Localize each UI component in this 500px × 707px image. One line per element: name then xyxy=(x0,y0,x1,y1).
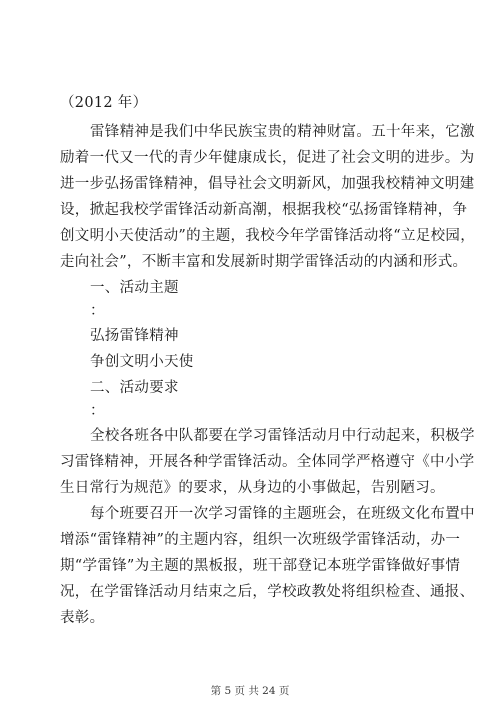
paragraph-line: 创文明小天使活动”的主题，我校今年学雷锋活动将“立足校园， xyxy=(60,228,476,244)
paragraph-line: 走向社会”，不断丰富和发展新时期学雷锋活动的内涵和形式。 xyxy=(60,254,468,270)
paragraph-line: 生日常行为规范》的要求，从身边的小事做起，告别陋习。 xyxy=(60,480,445,496)
paragraph-line: 励着一代又一代的青少年健康成长，促进了社会文明的进步。为 xyxy=(60,150,475,166)
section-heading: 一、活动主题 xyxy=(90,280,179,296)
paragraph-line: 全校各班各中队都要在学习雷锋活动月中行动起来，积极学 xyxy=(90,428,475,444)
section-heading: 二、活动要求 xyxy=(90,380,179,396)
paragraph-line: 增添“雷锋精神”的主题内容，组织一次班级学雷锋活动，办一 xyxy=(60,532,461,548)
paragraph-line: 进一步弘扬雷锋精神，倡导社会文明新风，加强我校精神文明建 xyxy=(60,176,475,192)
paragraph-line: 况，在学雷锋活动月结束之后，学校政教处将组织检查、通报、 xyxy=(60,584,475,600)
colon-line: ： xyxy=(90,303,105,319)
paragraph-line: 习雷锋精神，开展各种学雷锋活动。全体同学严格遵守《中小学 xyxy=(60,454,475,470)
paragraph-line: 雷锋精神是我们中华民族宝贵的精神财富。五十年来，它激 xyxy=(90,124,475,140)
theme-item: 弘扬雷锋精神 xyxy=(90,328,179,344)
paragraph-line: 设，掀起我校学雷锋活动新高潮，根据我校“弘扬雷锋精神，争 xyxy=(60,202,468,218)
paragraph-line: 表彰。 xyxy=(60,610,105,626)
date-line: （2012 年） xyxy=(60,95,148,111)
colon-line: ： xyxy=(90,403,105,419)
theme-item: 争创文明小天使 xyxy=(90,354,194,370)
paragraph-line: 每个班要召开一次学习雷锋的主题班会，在班级文化布置中 xyxy=(90,506,475,522)
page-number-footer: 第 5 页 共 24 页 xyxy=(210,685,290,697)
paragraph-line: 期“学雷锋”为主题的黑板报，班干部登记本班学雷锋做好事情 xyxy=(60,558,461,574)
